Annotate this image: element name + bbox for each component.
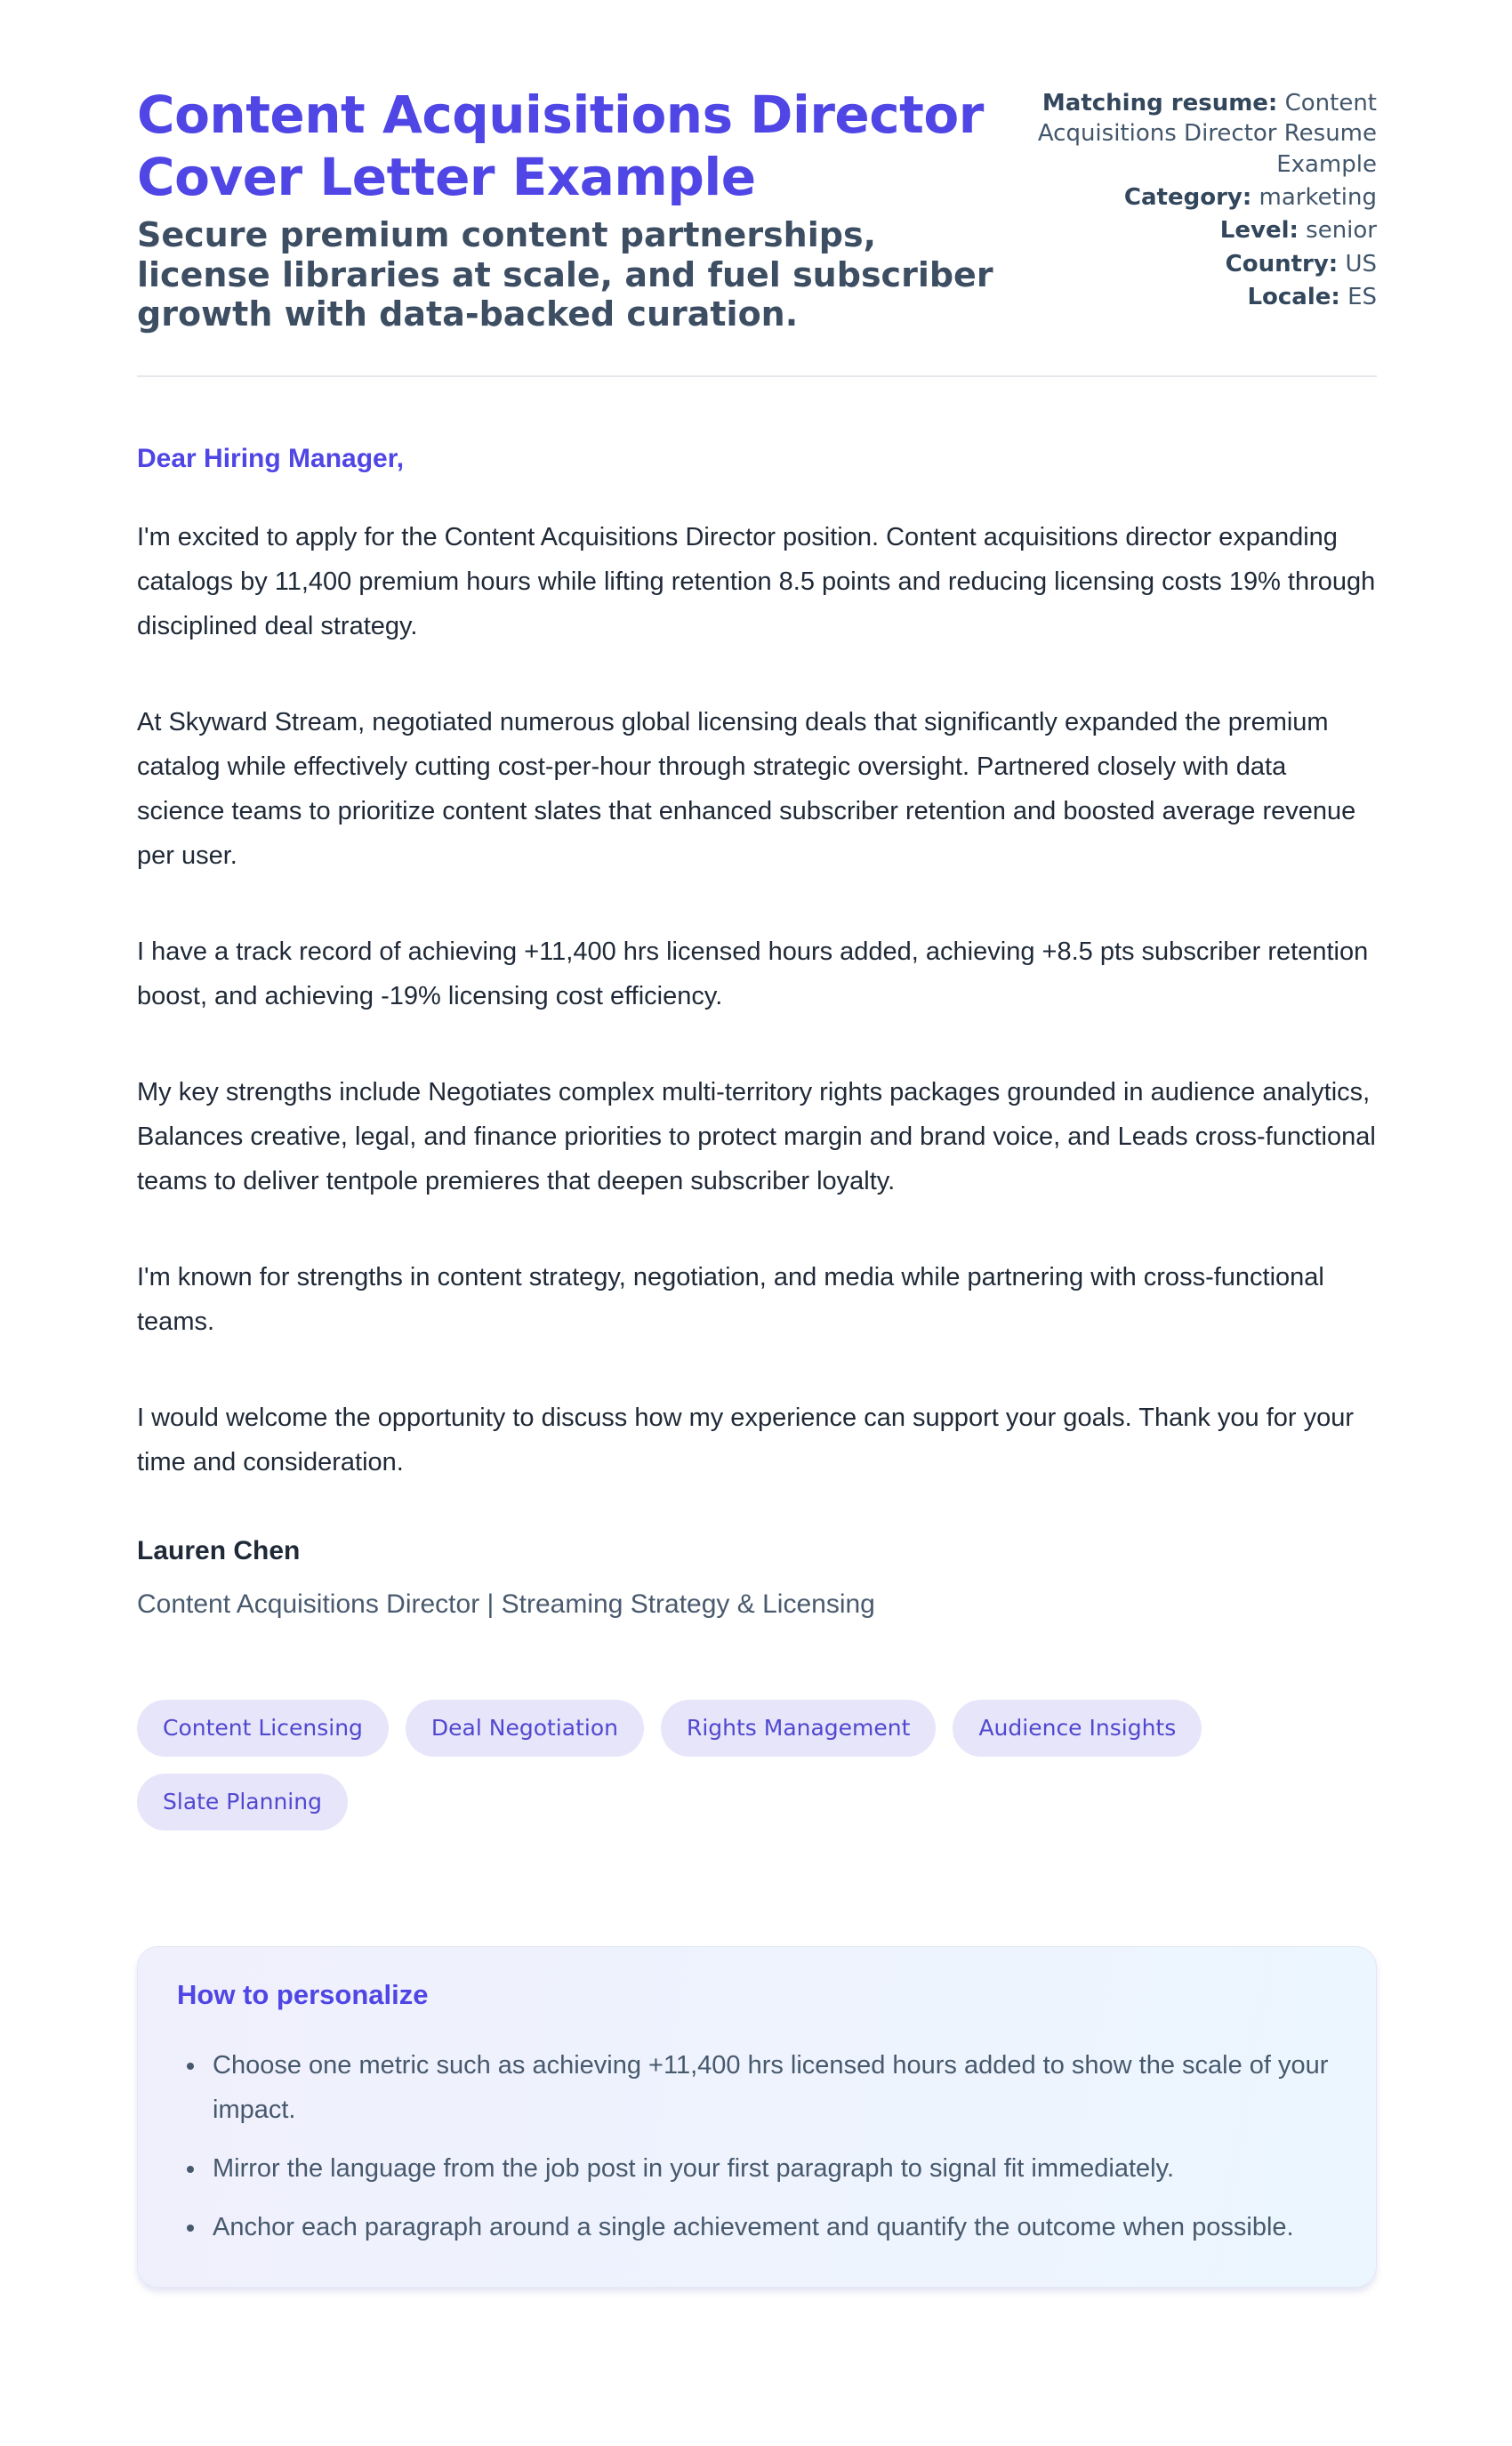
header-divider	[137, 375, 1377, 377]
letter-paragraph: I would welcome the opportunity to discuss how my experience can support your goals. Thank you for your time and consideration.	[137, 1403, 1355, 1476]
letter-paragraph: My key strengths include Negotiates complex multi-territory rights packages grounded in audience analytics, Balances creative, legal, and finance priorities to protect margin and brand voice, and Leads cross-functional teams to deliver tentpole premieres that deepen subscriber loyalty.	[137, 1077, 1376, 1195]
meta-matching-resume	[994, 88, 1377, 180]
skill-tag-deal-negotiation[interactable]: Deal Negotiation	[406, 1700, 644, 1757]
page-title: Content Acquisitions Director Cover Letter Example	[137, 84, 984, 207]
how-to-personalize-list	[177, 2043, 1335, 2249]
meta-level	[994, 215, 1377, 245]
skill-tag-rights-management[interactable]: Rights Management	[661, 1700, 937, 1757]
letter-paragraph: I'm known for strengths in content strategy, negotiation, and media while partnering with cross-functional teams.	[137, 1262, 1324, 1336]
meta-country-label: Country:	[1225, 250, 1339, 278]
meta-category	[994, 182, 1377, 213]
skill-tag-audience-insights[interactable]: Audience Insights	[953, 1700, 1202, 1757]
personalize-bullet: • Mirror the language from the job post in your first paragraph to signal fit immediately.	[207, 2146, 1335, 2191]
meta-country-value: US	[1345, 250, 1377, 278]
personalize-bullet: • Anchor each paragraph around a single achievement and quantify the outcome when possible.	[207, 2205, 1335, 2249]
header-title-block	[137, 84, 994, 334]
meta-block	[994, 84, 1377, 315]
skill-tag-slate-planning[interactable]: Slate Planning	[137, 1774, 348, 1830]
meta-category-value: marketing	[1259, 183, 1377, 211]
signature-title: Content Acquisitions Director | Streaming Strategy & Licensing	[137, 1589, 875, 1619]
letter-paragraph: I'm excited to apply for the Content Acquisitions Director position. Content acquisitions director expanding catalogs by 11,400 premium hours while lifting retention 8.5 points and reducing licensing costs 19% through disciplined deal strategy.	[137, 522, 1376, 640]
letter-paragraph: I have a track record of achieving +11,400 hrs licensed hours added, achieving +8.5 pts subscriber retention boost, and achieving -19% licensing cost efficiency.	[137, 937, 1369, 1010]
meta-locale-label: Locale:	[1247, 283, 1340, 310]
how-to-personalize-box	[137, 1946, 1377, 2288]
meta-country	[994, 249, 1377, 279]
meta-locale-value: ES	[1347, 283, 1377, 310]
meta-level-label: Level:	[1219, 217, 1299, 245]
signature-name: Lauren Chen	[137, 1535, 301, 1565]
skill-tags	[137, 1700, 1377, 1830]
meta-locale	[994, 282, 1377, 312]
personalize-bullet: • Choose one metric such as achieving +11,400 hrs licensed hours added to show the scale of your impact.	[207, 2043, 1335, 2132]
skill-tag-content-licensing[interactable]: Content Licensing	[137, 1700, 389, 1757]
meta-category-label: Category:	[1123, 183, 1252, 211]
how-to-personalize-heading: How to personalize	[177, 1978, 429, 2010]
page-header	[137, 84, 1377, 334]
letter-salutation: Dear Hiring Manager,	[137, 443, 405, 473]
letter-paragraph: At Skyward Stream, negotiated numerous global licensing deals that significantly expanded the premium catalog while effectively cutting cost-per-hour through strategic oversight. Partnered closely with data science teams to prioritize content slates that enhanced subscriber retention and boosted average revenue per user.	[137, 707, 1356, 870]
page-subtitle: Secure premium content partnerships, license libraries at scale, and fuel subscriber growth with data-backed curation.	[137, 215, 993, 334]
meta-matching-resume-label: Matching resume:	[1042, 90, 1278, 117]
letter-body	[137, 515, 1377, 1484]
meta-level-value: senior	[1306, 217, 1377, 245]
meta-matching-resume-value[interactable]: Content Acquisitions Director Resume Example	[1037, 90, 1377, 178]
